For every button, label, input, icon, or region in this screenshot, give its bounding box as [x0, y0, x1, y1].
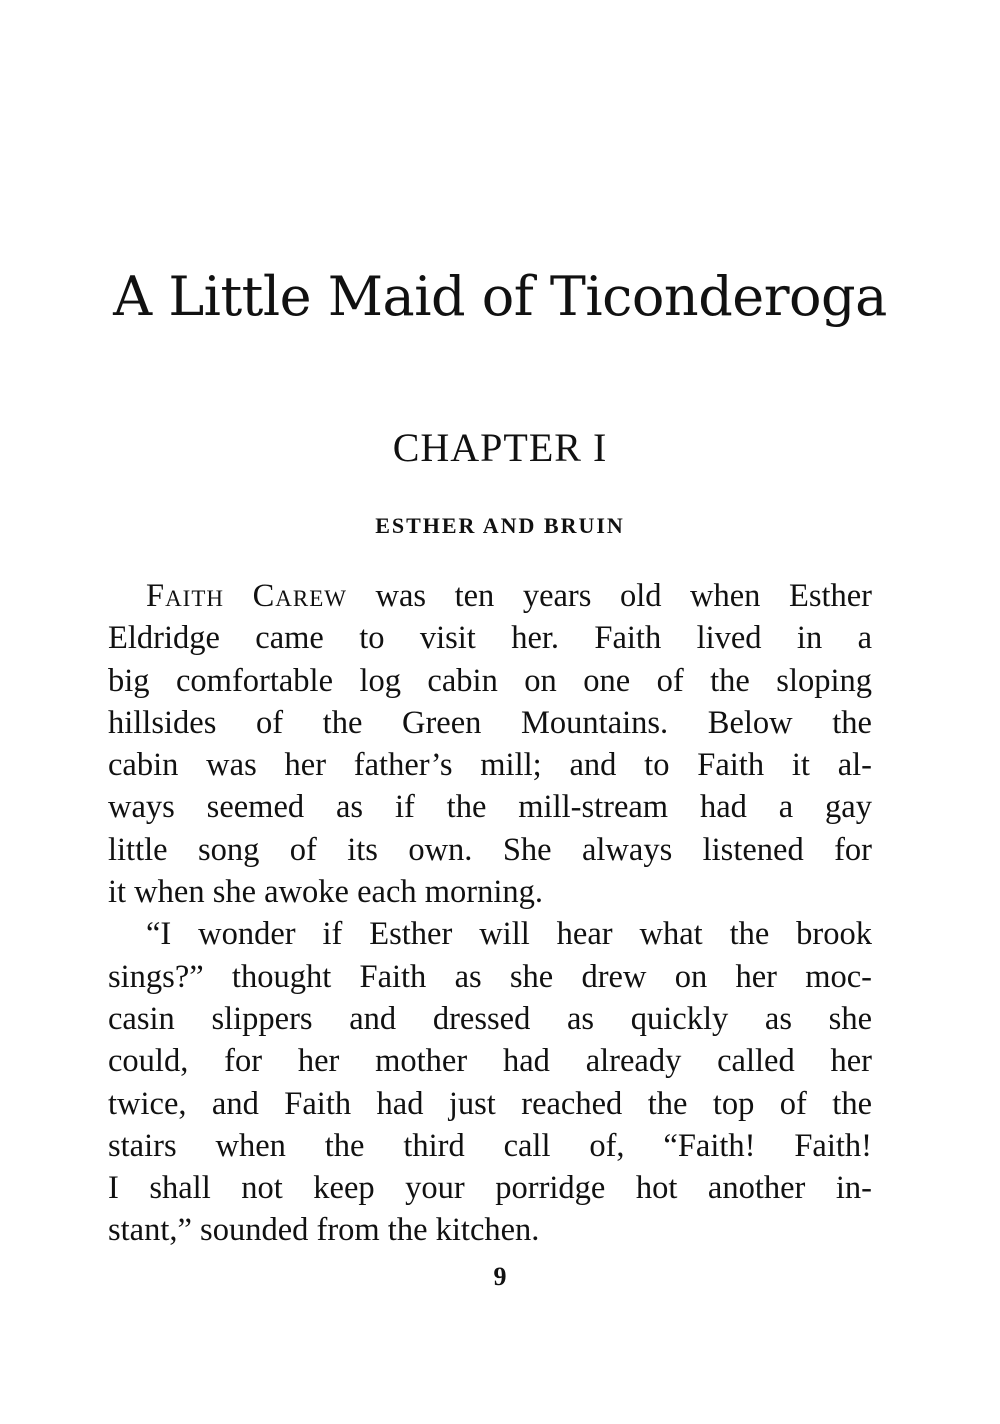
- text-line: ways seemed as if the mill-stream had a gay: [108, 789, 872, 826]
- line-text: was ten years old when Esther: [346, 578, 872, 614]
- text-line: Eldridge came to visit her. Faith lived in a: [108, 620, 872, 657]
- paragraph: [108, 913, 872, 1251]
- text-line: hillsides of the Green Mountains. Below the: [108, 704, 872, 741]
- chapter-body: [108, 575, 872, 1252]
- text-line: little song of its own. She always listened for: [108, 831, 872, 868]
- character-name-last: Carew: [252, 578, 347, 614]
- text-line: stairs when the third call of, “Faith! Faith!: [108, 1127, 872, 1164]
- text-line: [108, 575, 872, 617]
- chapter-number: CHAPTER I: [392, 425, 608, 470]
- text-line: twice, and Faith had just reached the top of the: [108, 1085, 872, 1122]
- text-line: “I wonder if Esther will hear what the brook: [146, 916, 872, 953]
- text-line: stant,” sounded from the kitchen.: [108, 1212, 540, 1249]
- text-line: it when she awoke each morning.: [108, 874, 544, 911]
- text-line: sings?” thought Faith as she drew on her moc-: [108, 958, 872, 995]
- text-line: could, for her mother had already called her: [108, 1043, 872, 1080]
- text-line: casin slippers and dressed as quickly as she: [108, 1000, 872, 1037]
- paragraph: [108, 575, 872, 913]
- text-line: cabin was her father’s mill; and to Faith it al-: [108, 747, 872, 784]
- character-name-first: Faith: [146, 578, 225, 614]
- book-title: A Little Maid of Ticonderoga: [113, 265, 887, 328]
- text-line: big comfortable log cabin on one of the sloping: [108, 662, 872, 699]
- text-line: I shall not keep your porridge hot another in-: [108, 1170, 872, 1207]
- chapter-title: ESTHER AND BRUIN: [375, 513, 625, 538]
- page-number: 9: [493, 1262, 507, 1291]
